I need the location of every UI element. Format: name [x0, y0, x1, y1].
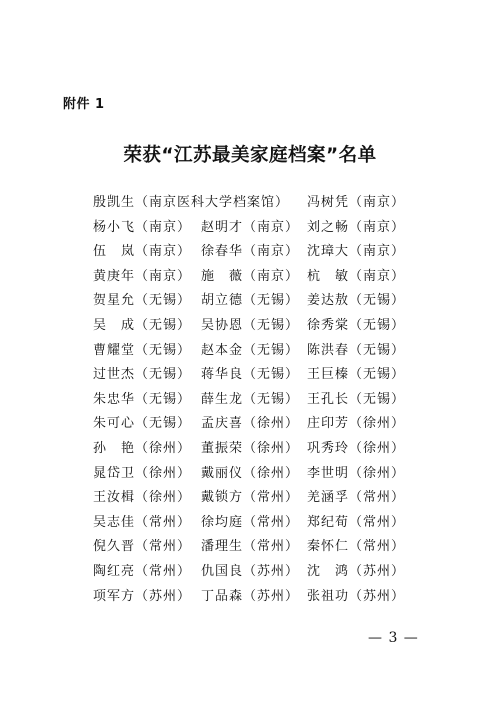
name-entry: 殷凯生（南京医科大学档案馆）	[93, 195, 290, 210]
name-entry: 李世明（徐州）	[307, 465, 406, 481]
name-entry: 戴丽仪（徐州）	[201, 465, 300, 481]
name-entry: 黄庚年（南京）	[93, 268, 192, 284]
name-row	[93, 464, 413, 489]
name-entry: 薛生龙（无锡）	[201, 391, 300, 407]
name-entry: 戴锁方（常州）	[201, 490, 300, 506]
name-entry: 冯树凭（南京）	[307, 195, 406, 210]
name-row	[93, 537, 413, 562]
name-entry: 秦怀仁（常州）	[307, 539, 406, 555]
name-entry: 蒋华良（无锡）	[201, 367, 300, 383]
name-row	[93, 242, 413, 267]
name-row	[93, 193, 413, 218]
name-entry: 孟庆喜（徐州）	[201, 416, 300, 432]
name-row	[93, 587, 413, 612]
name-row	[93, 365, 413, 390]
name-entry: 王巨榛（无锡）	[307, 367, 406, 383]
name-entry: 赵明才（南京）	[201, 219, 300, 235]
attachment-label: 附件 1	[63, 97, 105, 112]
name-row	[93, 414, 413, 439]
name-entry: 施 薇（南京）	[201, 268, 300, 284]
name-entry: 姜达敖（无锡）	[307, 293, 406, 309]
name-entry: 吴协恩（无锡）	[201, 317, 300, 333]
name-entry: 王汝楫（徐州）	[93, 490, 192, 506]
name-list	[93, 193, 413, 611]
name-entry: 杭 敏（南京）	[307, 268, 406, 284]
name-row	[93, 341, 413, 366]
name-row	[93, 488, 413, 513]
name-entry: 徐春华（南京）	[201, 244, 300, 260]
name-row	[93, 316, 413, 341]
name-entry: 胡立德（无锡）	[201, 293, 300, 309]
name-row	[93, 513, 413, 538]
name-entry: 朱可心（无锡）	[93, 416, 192, 432]
name-entry: 徐均庭（常州）	[201, 514, 300, 530]
name-entry: 朱忠华（无锡）	[93, 391, 192, 407]
name-entry: 徐秀棠（无锡）	[307, 317, 406, 333]
name-entry: 丁品森（苏州）	[201, 588, 300, 604]
name-row	[93, 390, 413, 415]
name-entry: 孙 艳（徐州）	[93, 440, 192, 456]
name-entry: 项军方（苏州）	[93, 588, 192, 604]
name-row	[93, 562, 413, 587]
name-entry: 陶红亮（常州）	[93, 563, 192, 579]
name-entry: 沈 鸿（苏州）	[307, 563, 406, 579]
name-row	[93, 439, 413, 464]
name-entry: 赵本金（无锡）	[201, 342, 300, 358]
name-entry: 过世杰（无锡）	[93, 367, 192, 383]
name-row	[93, 267, 413, 292]
name-entry: 王孔长（无锡）	[307, 391, 406, 407]
name-entry: 晁岱卫（徐州）	[93, 465, 192, 481]
name-row	[93, 291, 413, 316]
name-entry: 刘之畅（南京）	[307, 219, 406, 235]
name-entry: 曹耀堂（无锡）	[93, 342, 192, 358]
name-entry: 郑纪荀（常州）	[307, 514, 406, 530]
name-entry: 仇国良（苏州）	[201, 563, 300, 579]
name-entry: 董振荣（徐州）	[201, 440, 300, 456]
page-title: 荣获“江苏最美家庭档案”名单	[123, 145, 377, 166]
name-entry: 吴 成（无锡）	[93, 317, 192, 333]
name-entry: 潘理生（常州）	[201, 539, 300, 555]
name-entry: 张祖功（苏州）	[307, 588, 406, 604]
name-entry: 沈璋大（南京）	[307, 244, 406, 260]
name-entry: 巩秀玲（徐州）	[307, 440, 406, 456]
name-entry: 陈洪春（无锡）	[307, 342, 406, 358]
page-number: — 3 —	[368, 630, 419, 646]
name-entry: 伍 岚（南京）	[93, 244, 192, 260]
name-entry: 吴志佳（常州）	[93, 514, 192, 530]
name-entry: 杨小飞（南京）	[93, 219, 192, 235]
name-entry: 倪久晋（常州）	[93, 539, 192, 555]
name-entry: 贺星允（无锡）	[93, 293, 192, 309]
name-entry: 羌涵孚（常州）	[307, 490, 406, 506]
name-row	[93, 218, 413, 243]
name-entry: 庄印芳（徐州）	[307, 416, 406, 432]
